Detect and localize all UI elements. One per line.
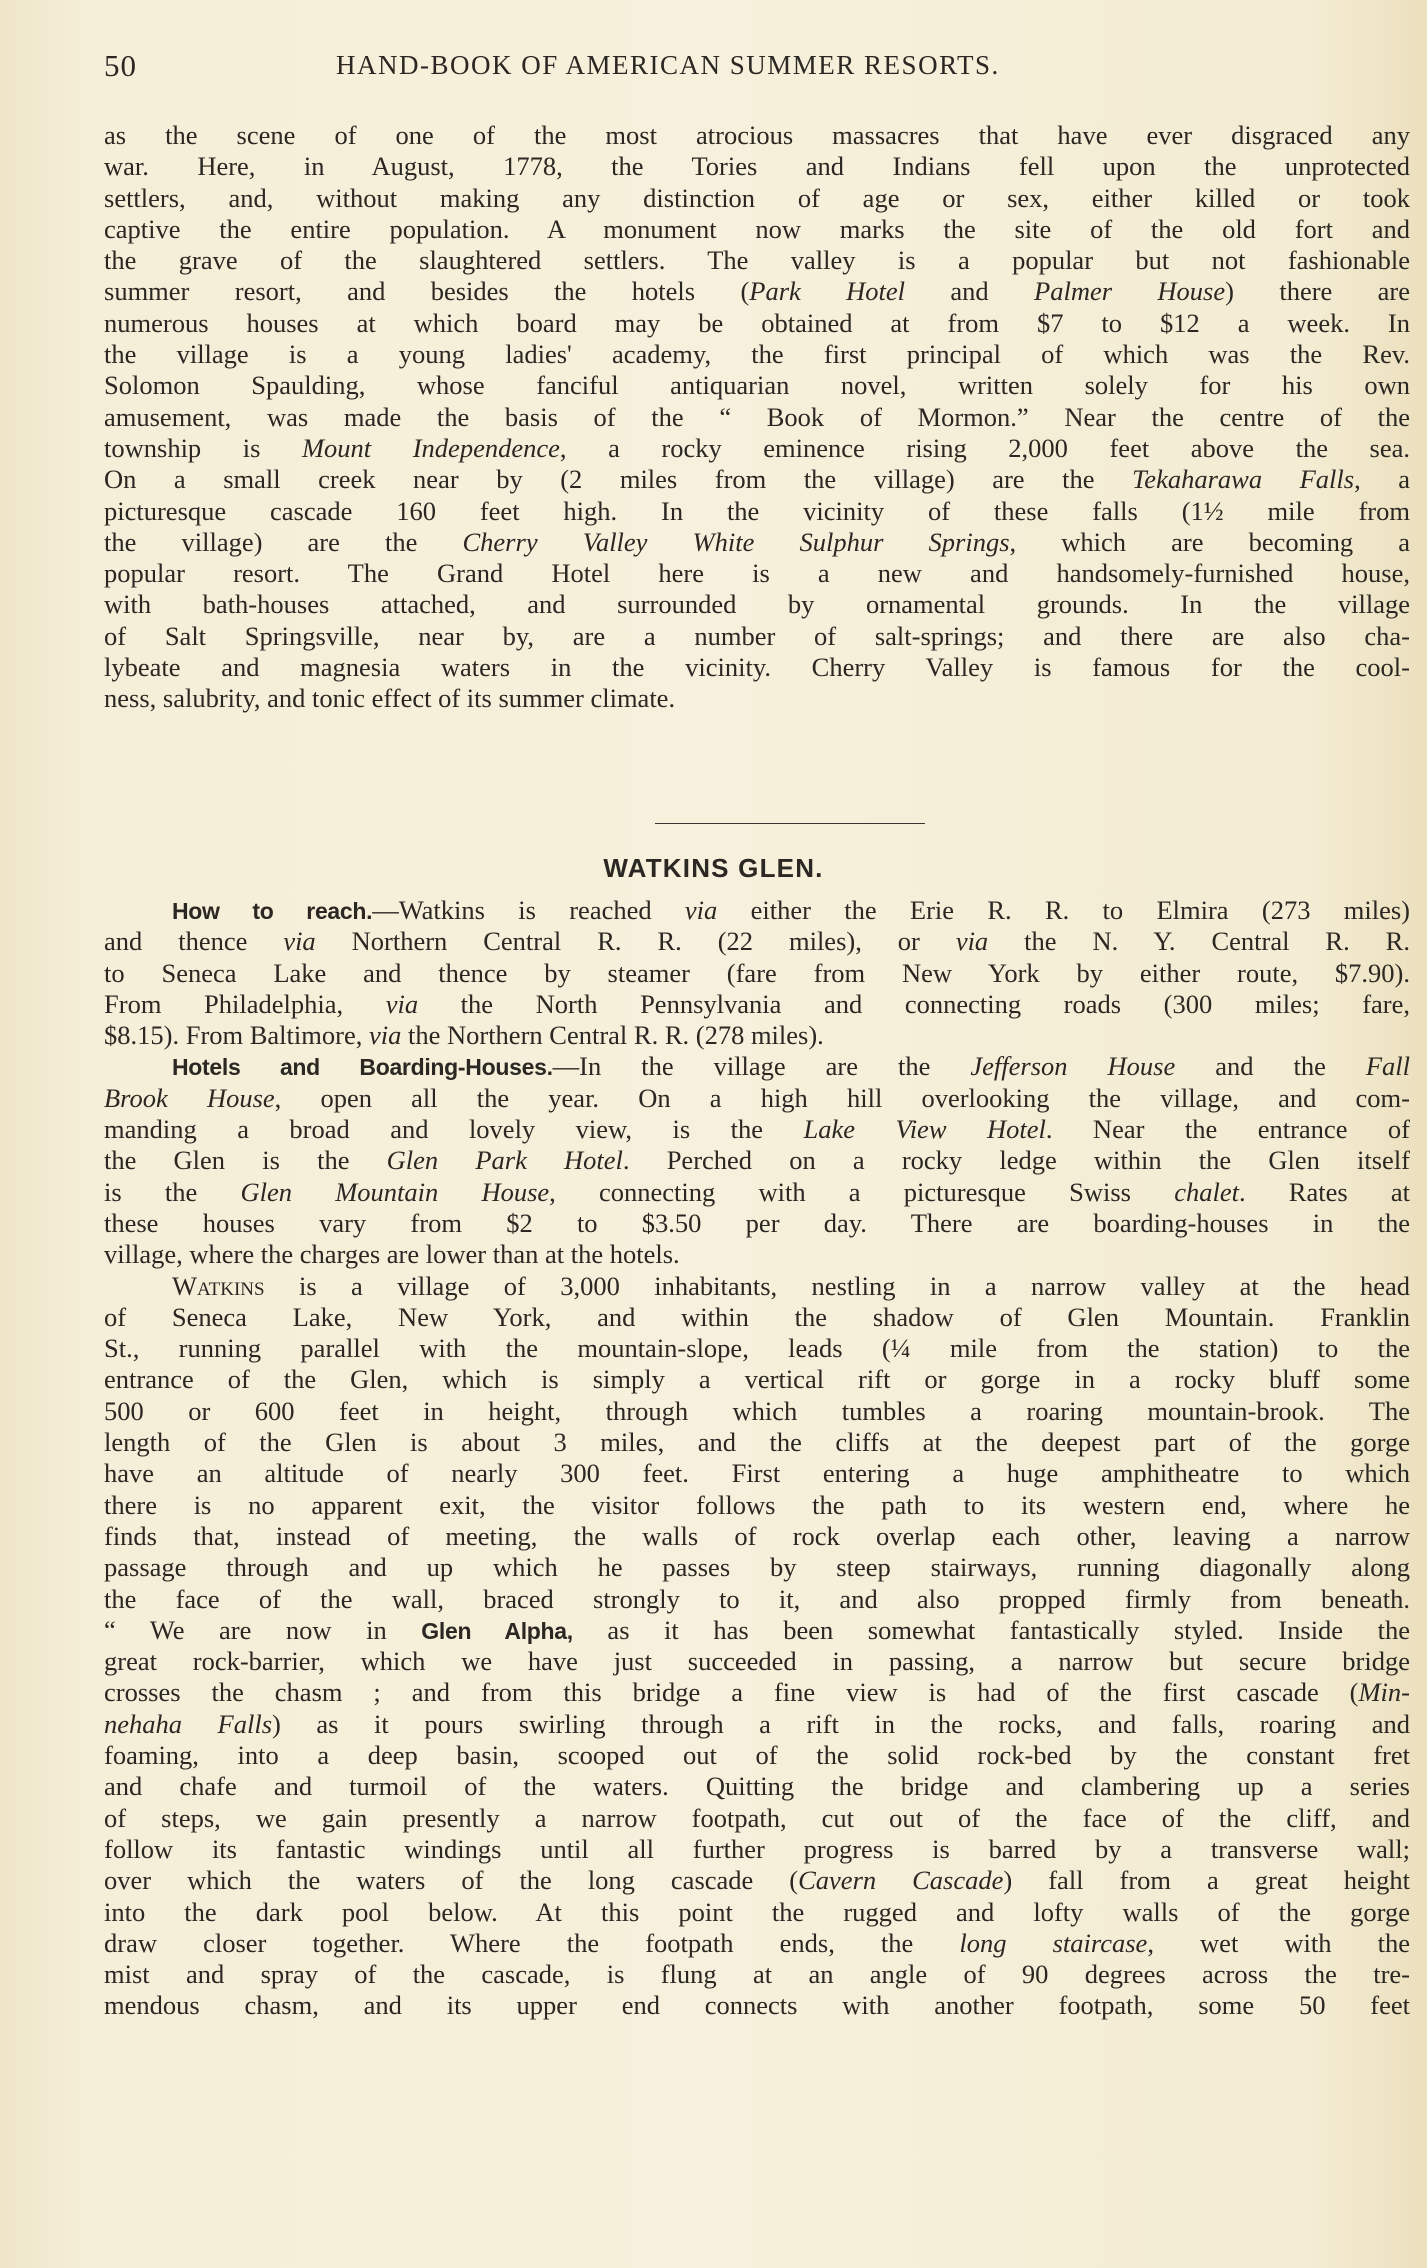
- text-run: the village is a young ladies' academy, the first principal of which was the Rev.: [104, 339, 1410, 370]
- text-run: entrance of the Glen, which is simply a vertical rift or gorge in a rocky bluff some: [104, 1364, 1410, 1395]
- run-in-heading: Hotels and Boarding-Houses.: [172, 1054, 553, 1081]
- italic-text: Palmer House: [1034, 276, 1226, 307]
- running-title: HAND-BOOK OF AMERICAN SUMMER RESORTS.: [336, 50, 1000, 80]
- text-run: the Northern Central R. R. (278 miles).: [401, 1020, 824, 1051]
- italic-text: Cavern Cascade: [798, 1865, 1004, 1896]
- italic-text: via: [283, 926, 316, 957]
- text-run: ) fall from a great height: [1003, 1865, 1410, 1896]
- text-line: [104, 183, 1410, 214]
- text-run: On a small creek near by (2 miles from the village) are the: [104, 464, 1132, 495]
- text-run: into the dark pool below. At this point the rugged and lofty walls of the gorge: [104, 1896, 1410, 1927]
- section-divider: [655, 823, 925, 824]
- text-run: From Philadelphia,: [104, 988, 386, 1019]
- italic-text: via: [385, 988, 419, 1019]
- text-run: is a village of 3,000 inhabitants, nestling in a narrow valley at the head: [264, 1270, 1410, 1301]
- text-run: picturesque cascade 160 feet high. In the vicinity of these falls (1½ mile from: [104, 495, 1410, 526]
- text-line: [104, 308, 1410, 339]
- run-in-heading: Glen Alpha,: [421, 1617, 573, 1644]
- text-line: [104, 1740, 1410, 1771]
- section-heading: WATKINS GLEN.: [603, 853, 824, 883]
- text-run: the Glen is the: [104, 1145, 387, 1176]
- text-run: settlers, and, without making any distinction of age or sex, either killed or took: [104, 182, 1410, 213]
- text-line: [104, 1458, 1410, 1489]
- text-run: $8.15). From Baltimore,: [104, 1020, 369, 1051]
- text-run: lybeate and magnesia waters in the vicinity. Cherry Valley is famous for the cool-: [104, 652, 1410, 683]
- text-run: mendous chasm, and its upper end connects with another footpath, some 50 feet: [104, 1990, 1410, 2021]
- text-run: . Perched on a rocky ledge within the Glen itself: [622, 1145, 1411, 1176]
- text-run: to Seneca Lake and thence by steamer (fare from New York by either route, $7.90).: [104, 957, 1410, 988]
- text-line: [104, 1208, 1410, 1239]
- text-line: [104, 589, 1410, 620]
- text-line: [104, 1646, 1410, 1677]
- text-run: and: [905, 276, 1035, 307]
- watkins-glen-text: [104, 895, 1410, 2022]
- text-line: [104, 1928, 1410, 1959]
- text-run: township is: [104, 432, 302, 463]
- text-run: there is no apparent exit, the visitor follows the path to its western end, where he: [104, 1489, 1410, 1520]
- italic-text: Fall: [1365, 1051, 1410, 1082]
- text-line: [104, 151, 1410, 182]
- text-line: [104, 621, 1410, 652]
- text-run: village, where the charges are lower than at the hotels.: [104, 1239, 680, 1270]
- page-number: 50: [104, 48, 137, 83]
- italic-text: nehaha Falls: [104, 1708, 273, 1739]
- text-line: [104, 1427, 1410, 1458]
- italic-text: Lake View Hotel: [803, 1114, 1046, 1145]
- text-run: ) as it pours swirling through a rift in the rocks, and falls, roaring and: [272, 1708, 1410, 1739]
- text-line: [104, 683, 1410, 714]
- text-line: [104, 1521, 1410, 1552]
- text-run: , which are becoming a: [1009, 526, 1410, 557]
- text-line: [104, 1177, 1410, 1208]
- text-run: as it has been somewhat fantastically styled. Inside the: [572, 1614, 1410, 1645]
- text-run: finds that, instead of meeting, the walls of rock overlap each other, leaving a narrow: [104, 1520, 1410, 1551]
- text-run: and the: [1175, 1051, 1366, 1082]
- text-line: [104, 1490, 1410, 1521]
- italic-text: via: [955, 926, 989, 957]
- text-run: over which the waters of the long cascade (: [104, 1865, 799, 1896]
- text-run: popular resort. The Grand Hotel here is a new and handsomely-furnished house,: [104, 558, 1410, 589]
- cherry-valley-paragraph: [104, 120, 1410, 715]
- text-run: ) there are: [1225, 276, 1411, 307]
- text-run: 500 or 600 feet in height, through which tumbles a roaring mountain-brook. The: [104, 1395, 1410, 1426]
- text-run: . Near the entrance of: [1045, 1114, 1410, 1145]
- text-run: the face of the wall, braced strongly to it, and also propped firmly from beneath.: [104, 1583, 1410, 1614]
- text-run: length of the Glen is about 3 miles, and the cliffs at the deepest part of the gorge: [104, 1427, 1410, 1458]
- text-line: [104, 1677, 1410, 1708]
- text-line: [104, 1803, 1410, 1834]
- italic-text: Glen Mountain House: [240, 1176, 550, 1207]
- text-line: [104, 276, 1410, 307]
- text-run: , a: [1354, 464, 1410, 495]
- italic-text: Brook House: [104, 1082, 275, 1113]
- italic-text: Min-: [1358, 1677, 1410, 1708]
- italic-text: Tekaharawa Falls: [1132, 464, 1355, 495]
- text-line: [104, 926, 1410, 957]
- text-line: [104, 1239, 1410, 1270]
- run-in-heading: How to reach.: [172, 898, 373, 924]
- text-run: Northern Central R. R. (22 miles), or: [315, 926, 956, 957]
- text-line: [104, 958, 1410, 989]
- text-run: crosses the chasm ; and from this bridge a fine view is had of the first cascade (: [104, 1677, 1359, 1708]
- text-line: [104, 1584, 1410, 1615]
- italic-text: long staircase: [959, 1927, 1148, 1958]
- text-run: the village) are the: [104, 526, 463, 557]
- text-run: . Rates at: [1238, 1176, 1410, 1207]
- text-line: [104, 652, 1410, 683]
- text-line: [104, 1396, 1410, 1427]
- text-line: [104, 527, 1410, 558]
- text-run: of Seneca Lake, New York, and within the shadow of Glen Mountain. Franklin: [104, 1301, 1410, 1332]
- italic-text: Jefferson House: [970, 1051, 1176, 1082]
- text-line: [104, 1771, 1410, 1802]
- text-run: —Watkins is reached: [372, 895, 685, 925]
- text-run: , wet with the: [1147, 1927, 1410, 1958]
- text-line: [104, 1897, 1410, 1928]
- text-line: [104, 1865, 1410, 1896]
- text-line: [104, 1552, 1410, 1583]
- text-run: with bath-houses attached, and surrounded by ornamental grounds. In the village: [104, 589, 1410, 620]
- text-line: [104, 1020, 1410, 1051]
- text-line: [104, 1615, 1410, 1646]
- text-run: of steps, we gain presently a narrow footpath, cut out of the face of the cliff, and: [104, 1802, 1410, 1833]
- text-line: [104, 402, 1410, 433]
- text-run: manding a broad and lovely view, is the: [104, 1114, 804, 1145]
- text-run: , open all the year. On a high hill overlooking the village, and com-: [274, 1082, 1410, 1113]
- running-head: [104, 48, 1174, 88]
- text-run: —In the village are the: [552, 1051, 971, 1082]
- text-line: [104, 1333, 1410, 1364]
- text-line: [104, 1834, 1410, 1865]
- italic-text: Park Hotel: [749, 276, 906, 307]
- text-line: [104, 1051, 1410, 1082]
- text-line: [104, 120, 1410, 151]
- text-run: numerous houses at which board may be obtained at from $7 to $12 a week. In: [104, 307, 1410, 338]
- text-line: [104, 1709, 1410, 1740]
- text-run: “ We are now in: [104, 1614, 422, 1645]
- text-run: the North Pennsylvania and connecting roads (300 miles; fare,: [418, 988, 1410, 1019]
- text-run: either the Erie R. R. to Elmira (273 miles): [717, 895, 1410, 925]
- text-run: the N. Y. Central R. R.: [988, 926, 1410, 957]
- text-run: Watkins: [172, 1270, 265, 1301]
- text-run: , connecting with a picturesque Swiss: [549, 1176, 1175, 1207]
- text-run: passage through and up which he passes by steep stairways, running diagonally along: [104, 1552, 1410, 1583]
- text-run: is the: [104, 1176, 241, 1207]
- text-run: have an altitude of nearly 300 feet. First entering a huge amphitheatre to which: [104, 1458, 1410, 1489]
- text-line: [104, 245, 1410, 276]
- text-run: these houses vary from $2 to $3.50 per day. There are boarding-houses in the: [104, 1207, 1410, 1238]
- text-line: [104, 370, 1410, 401]
- text-run: , a rocky eminence rising 2,000 feet above the sea.: [559, 432, 1410, 463]
- text-run: the grave of the slaughtered settlers. The valley is a popular but not fashionable: [104, 245, 1410, 276]
- text-run: mist and spray of the cascade, is flung at an angle of 90 degrees across the tre-: [104, 1959, 1410, 1990]
- text-run: summer resort, and besides the hotels (: [104, 276, 750, 307]
- text-run: of Salt Springsville, near by, are a number of salt-springs; and there are also cha-: [104, 620, 1410, 651]
- text-run: captive the entire population. A monument now marks the site of the old fort and: [104, 213, 1410, 244]
- italic-text: Cherry Valley White Sulphur Springs: [462, 526, 1010, 557]
- text-run: Solomon Spaulding, whose fanciful antiquarian novel, written solely for his own: [104, 370, 1410, 401]
- text-run: foaming, into a deep basin, scooped out of the solid rock-bed by the constant fret: [104, 1740, 1410, 1771]
- italic-text: Glen Park Hotel: [386, 1145, 623, 1176]
- text-run: and chafe and turmoil of the waters. Quitting the bridge and clambering up a series: [104, 1771, 1410, 1802]
- text-line: [104, 433, 1410, 464]
- text-line: [104, 1364, 1410, 1395]
- text-line: [104, 1990, 1410, 2021]
- text-run: follow its fantastic windings until all further progress is barred by a transverse wall;: [104, 1833, 1410, 1864]
- text-run: St., running parallel with the mountain-slope, leads (¼ mile from the station) to the: [104, 1333, 1410, 1364]
- text-line: [104, 339, 1410, 370]
- text-line: [104, 895, 1410, 926]
- text-run: as the scene of one of the most atrocious massacres that have ever disgraced any: [104, 120, 1410, 150]
- text-run: ness, salubrity, and tonic effect of its summer climate.: [104, 683, 676, 714]
- text-line: [104, 1271, 1410, 1302]
- text-line: [104, 1083, 1410, 1114]
- text-line: [104, 1959, 1410, 1990]
- text-run: great rock-barrier, which we have just succeeded in passing, a narrow but secure bridge: [104, 1646, 1410, 1677]
- italic-text: via: [684, 895, 718, 925]
- italic-text: via: [368, 1020, 402, 1051]
- text-line: [104, 1302, 1410, 1333]
- text-line: [104, 1145, 1410, 1176]
- text-line: [104, 464, 1410, 495]
- text-line: [104, 496, 1410, 527]
- text-run: and thence: [104, 926, 284, 957]
- text-run: war. Here, in August, 1778, the Tories and Indians fell upon the unprotected: [104, 151, 1410, 182]
- text-line: [104, 989, 1410, 1020]
- italic-text: Mount Independence: [301, 432, 560, 463]
- text-run: draw closer together. Where the footpath ends, the: [104, 1927, 960, 1958]
- text-run: amusement, was made the basis of the “ Book of Mormon.” Near the centre of the: [104, 401, 1410, 432]
- text-line: [104, 214, 1410, 245]
- text-line: [104, 1114, 1410, 1145]
- text-line: [104, 558, 1410, 589]
- italic-text: chalet: [1174, 1176, 1239, 1207]
